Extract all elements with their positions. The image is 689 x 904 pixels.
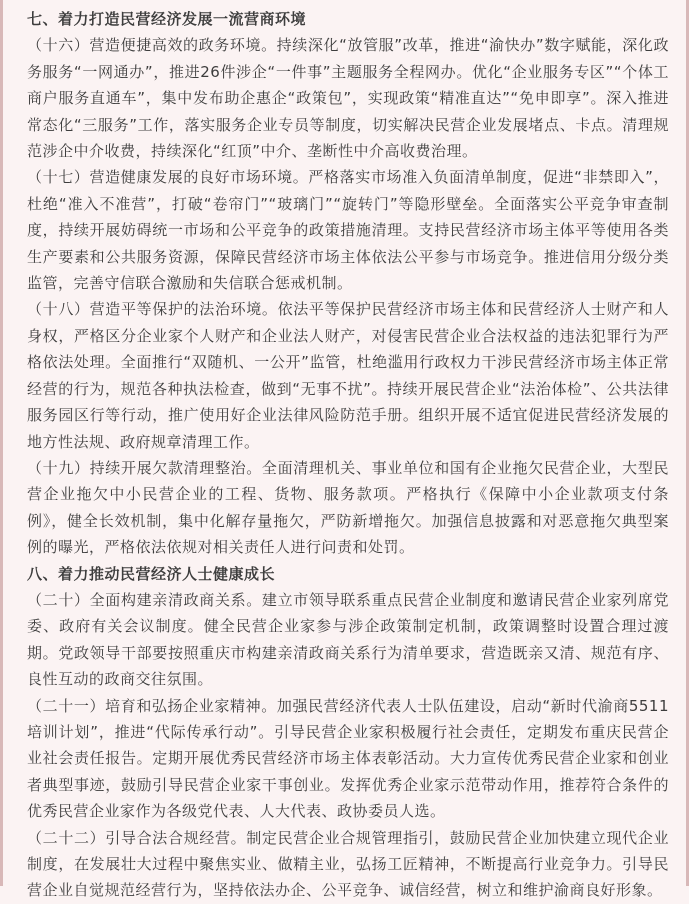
paragraph: （十七）营造健康发展的良好市场环境。严格落实市场准入负面清单制度，促进“非禁即入”，杜绝“准入不准营”，打破“卷帘门”“玻璃门”“旋转门”等隐形壁垒。全面落实公平竞争审查制度，持续开展妨碍统一市场和公平竞争的政策措施清理。支持民营经济市场主体平等使用各类生产要素和公共服务资源，保障民营经济市场主体依法公平参与市场竞争。推进信用分级分类监管，完善守信联合激励和失信联合惩戒机制。: [27, 168, 669, 293]
paragraph: （十八）营造平等保护的法治环境。依法平等保护民营经济市场主体和民营经济人士财产和人身权，严格区分企业家个人财产和企业法人财产，对侵害民营企业合法权益的违法犯罪行为严格依法处理。全面推行“双随机、一公开”监管，杜绝滥用行政权力干涉民营经济市场主体正常经营的行为，规范各种执法检查，做到“无事不扰”。持续开展民营企业“法治体检”、公共法律服务园区行等行动，推广使用好企业法律风险防范手册。组织开展不适宜促进民营经济发展的地方性法规、政府规章清理工作。: [27, 300, 669, 451]
paragraph: （十九）持续开展欠款清理整治。全面清理机关、事业单位和国有企业拖欠民营企业，大型民营企业拖欠中小民营企业的工程、货物、服务款项。严格执行《保障中小企业款项支付条例》，健全长效机制，集中化解存量拖欠，严防新增拖欠。加强信息披露和对恶意拖欠典型案例的曝光，严格依法依规对相关责任人进行问责和处罚。: [27, 458, 669, 557]
paragraph: （二十）全面构建亲清政商关系。建立市领导联系重点民营企业制度和邀请民营企业家列席党委、政府有关会议制度。健全民营企业家参与涉企政策制定机制，政策调整时设置合理过渡期。党政领导干部要按照重庆市构建亲清政商关系行为清单要求，营造既亲又清、规范有序、良性互动的政商交往氛围。: [27, 590, 669, 689]
paragraph: （十六）营造便捷高效的政务环境。持续深化“放管服”改革，推进“渝快办”数字赋能，深化政务服务“一网通办”，推进26件涉企“一件事”主题服务全程网办。优化“企业服务专区”“个体工商户服务直通车”，集中发布助企惠企“政策包”，实现政策“精准直达”“免申即享”。深入推进常态化“三服务”工作，落实服务企业专员等制度，切实解决民营企业发展堵点、卡点。清理规范涉企中介收费，持续深化“红顶”中介、垄断性中介高收费治理。: [27, 36, 669, 161]
document-body: [27, 6, 669, 904]
section-heading: 八、着力推动民营经济人士健康成长: [27, 564, 276, 583]
paragraph: （二十二）引导合法合规经营。制定民营企业合规管理指引，鼓励民营企业加快建立现代企业制度，在发展壮大过程中聚焦实业、做精主业，弘扬工匠精神，不断提高行业竞争力。引导民营企业自觉规范经营行为，坚持依法办企、公平竞争、诚信经营，树立和维护渝商良好形象。: [27, 828, 669, 900]
paragraph: （二十一）培育和弘扬企业家精神。加强民营经济代表人士队伍建设，启动“新时代渝商5511培训计划”，推进“代际传承行动”。引导民营企业家积极履行社会责任，定期发布重庆民营企业社会责任报告。定期开展优秀民营经济市场主体表彰活动。大力宣传优秀民营企业家和创业者典型事迹，鼓励引导民营企业家干事创业。发挥优秀企业家示范带动作用，推荐符合条件的优秀民营企业家作为各级党代表、人大代表、政协委员人选。: [27, 696, 669, 821]
section-heading: 七、着力打造民营经济发展一流营商环境: [27, 10, 307, 28]
